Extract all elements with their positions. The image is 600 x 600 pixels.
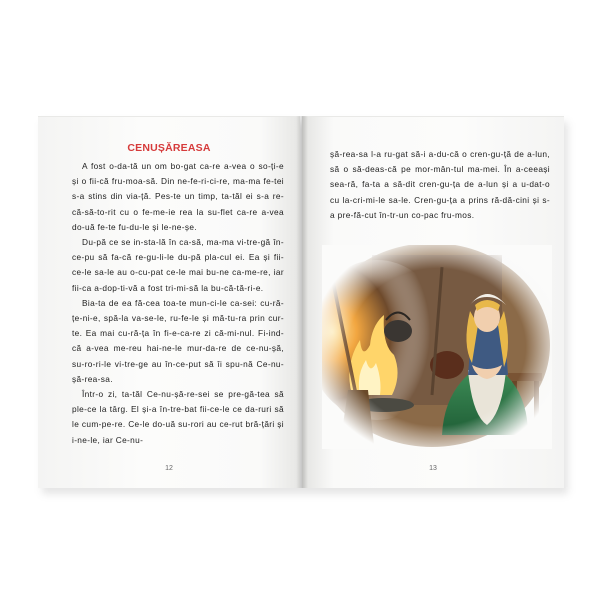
- open-book: [38, 116, 564, 488]
- left-page-text: [72, 159, 284, 448]
- paragraph: șă-rea-sa l-a ru-gat să-i a-du-că o cren-gu-ță de a-lun, să o să-deas-că pe mor-mân-tul ma-mei. În a-ceeași sea-ră, fa-ta a să-dit cren-gu-ța de a-lun și a u-dat-o cu la-cri-mi-le sa-le. Cren-gu-ța a prins ră-dă-cini și s-a pre-fă-cut în-tr-un co-pac fru-mos.: [330, 149, 550, 220]
- right-page-text: [330, 147, 550, 223]
- story-title: CENUȘĂREASA: [127, 142, 211, 154]
- right-page: [302, 116, 564, 488]
- left-page: [38, 116, 300, 488]
- paragraph: Într-o zi, ta-tăl Ce-nu-șă-re-sei se pre-gă-tea să ple-ce la târg. El și-a în-tre-bat fii-ce-le ce da-ruri să le cum-pe-re. Ce-le do-uă su-rori au ce-rut bră-țări și i-ne-le, iar Ce-nu-: [72, 389, 284, 445]
- cinderella-illustration: [322, 245, 552, 449]
- book-spine: [296, 116, 308, 488]
- paragraph: Bia-ta de ea fă-cea toa-te mun-ci-le ca-sei: cu-ră-țe-ni-e, spă-la va-se-le, ru-fe-le și mă-tu-ra prin cur-te. Ea mai cu-ră-ța în fi-e-ca-re zi că-mi-nul. Fi-ind-că a-vea me-reu hai-ne-le mur-da-re de ce-nu-șă, su-ro-ri-le vi-tre-ge au în-ce-put să îi spu-nă Ce-nu-șă-rea-sa.: [72, 297, 284, 384]
- paragraph: Du-pă ce se in-sta-lă în ca-să, ma-ma vi-tre-gă în-ce-pu să fa-că re-gu-li-le du-pă pla-cul ei. Ea și fii-ce-le sa-le au o-cu-pat ce-le mai bu-ne ca-me-re, iar fii-ca a-dop-ti-vă a fost tri-mi-să la bu-că-tă-ri-e.: [72, 237, 284, 293]
- page-number: 12: [165, 465, 173, 472]
- vignette: [322, 245, 552, 449]
- paragraph: A fost o-da-tă un om bo-gat ca-re a-vea o so-ți-e și o fii-că fru-moa-să. Din ne-fe-ri-ci-re, ma-ma fe-tei s-a stins din via-ță. Pes-te un timp, ta-tăl ei s-a re-că-să-to-rit cu o fe-me-ie rea la su-flet ca-re a-vea do-uă fe-te fu-du-le și le-ne-șe.: [72, 161, 284, 232]
- page-number: 13: [429, 465, 437, 472]
